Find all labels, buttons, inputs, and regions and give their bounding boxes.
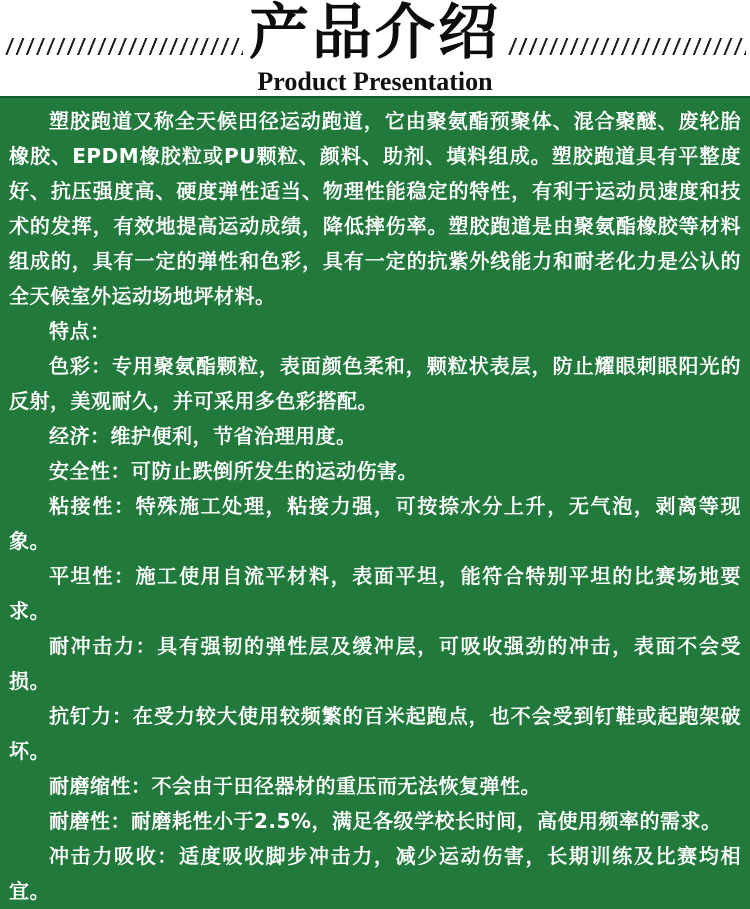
product-description-panel [0,96,750,909]
intro-paragraph: 塑胶跑道又称全天候田径运动跑道，它由聚氨酯预聚体、混合聚醚、废轮胎橡胶、EPDM橡胶粒或PU颗粒、颜料、助剂、填料组成。塑胶跑道具有平整度好、抗压强度高、硬度弹性适当、物理性能稳定的特性，有利于运动员速度和技术的发挥，有效地提高运动成绩，降低摔伤率。塑胶跑道是由聚氨酯橡胶等材料组成的，具有一定的弹性和色彩，具有一定的抗紫外线能力和耐老化力是公认的全天候室外运动场地坪材料。 [9,109,741,308]
feature-item-wear-resistance: 耐磨性：耐磨耗性小于2.5%，满足各级学校长时间，高使用频率的需求。 [49,809,722,833]
page-title: 产品介绍 [249,0,501,68]
slash-pattern-left-icon [4,38,243,55]
page-subtitle: Product Presentation [257,67,493,96]
features-heading: 特点： [49,319,111,343]
feature-item-spike-resistance: 抗钉力：在受力较大使用较频繁的百米起跑点，也不会受到钉鞋或起跑架破坏。 [9,704,741,763]
slash-pattern-right-icon [507,38,746,55]
feature-item-impact-resistance: 耐冲击力：具有强韧的弹性层及缓冲层，可吸收强劲的冲击，表面不会受损。 [9,634,741,693]
title-block [243,0,507,96]
header [0,0,750,96]
feature-item-shock-absorption: 冲击力吸收：适度吸收脚步冲击力，减少运动伤害，长期训练及比赛均相宜。 [9,844,741,903]
feature-item-safety: 安全性：可防止跌倒所发生的运动伤害。 [49,459,418,483]
feature-item-compression-resistance: 耐磨缩性：不会由于田径器材的重压而无法恢复弹性。 [49,774,541,798]
feature-item-flatness: 平坦性：施工使用自流平材料，表面平坦，能符合特别平坦的比赛场地要求。 [9,564,741,623]
feature-item-color: 色彩：专用聚氨酯颗粒，表面颜色柔和，颗粒状表层，防止耀眼刺眼阳光的反射，美观耐久，并可采用多色彩搭配。 [9,354,741,413]
feature-item-economy: 经济：维护便利，节省治理用度。 [49,424,357,448]
feature-item-adhesion: 粘接性：特殊施工处理，粘接力强，可按捺水分上升，无气泡，剥离等现象。 [9,494,741,553]
